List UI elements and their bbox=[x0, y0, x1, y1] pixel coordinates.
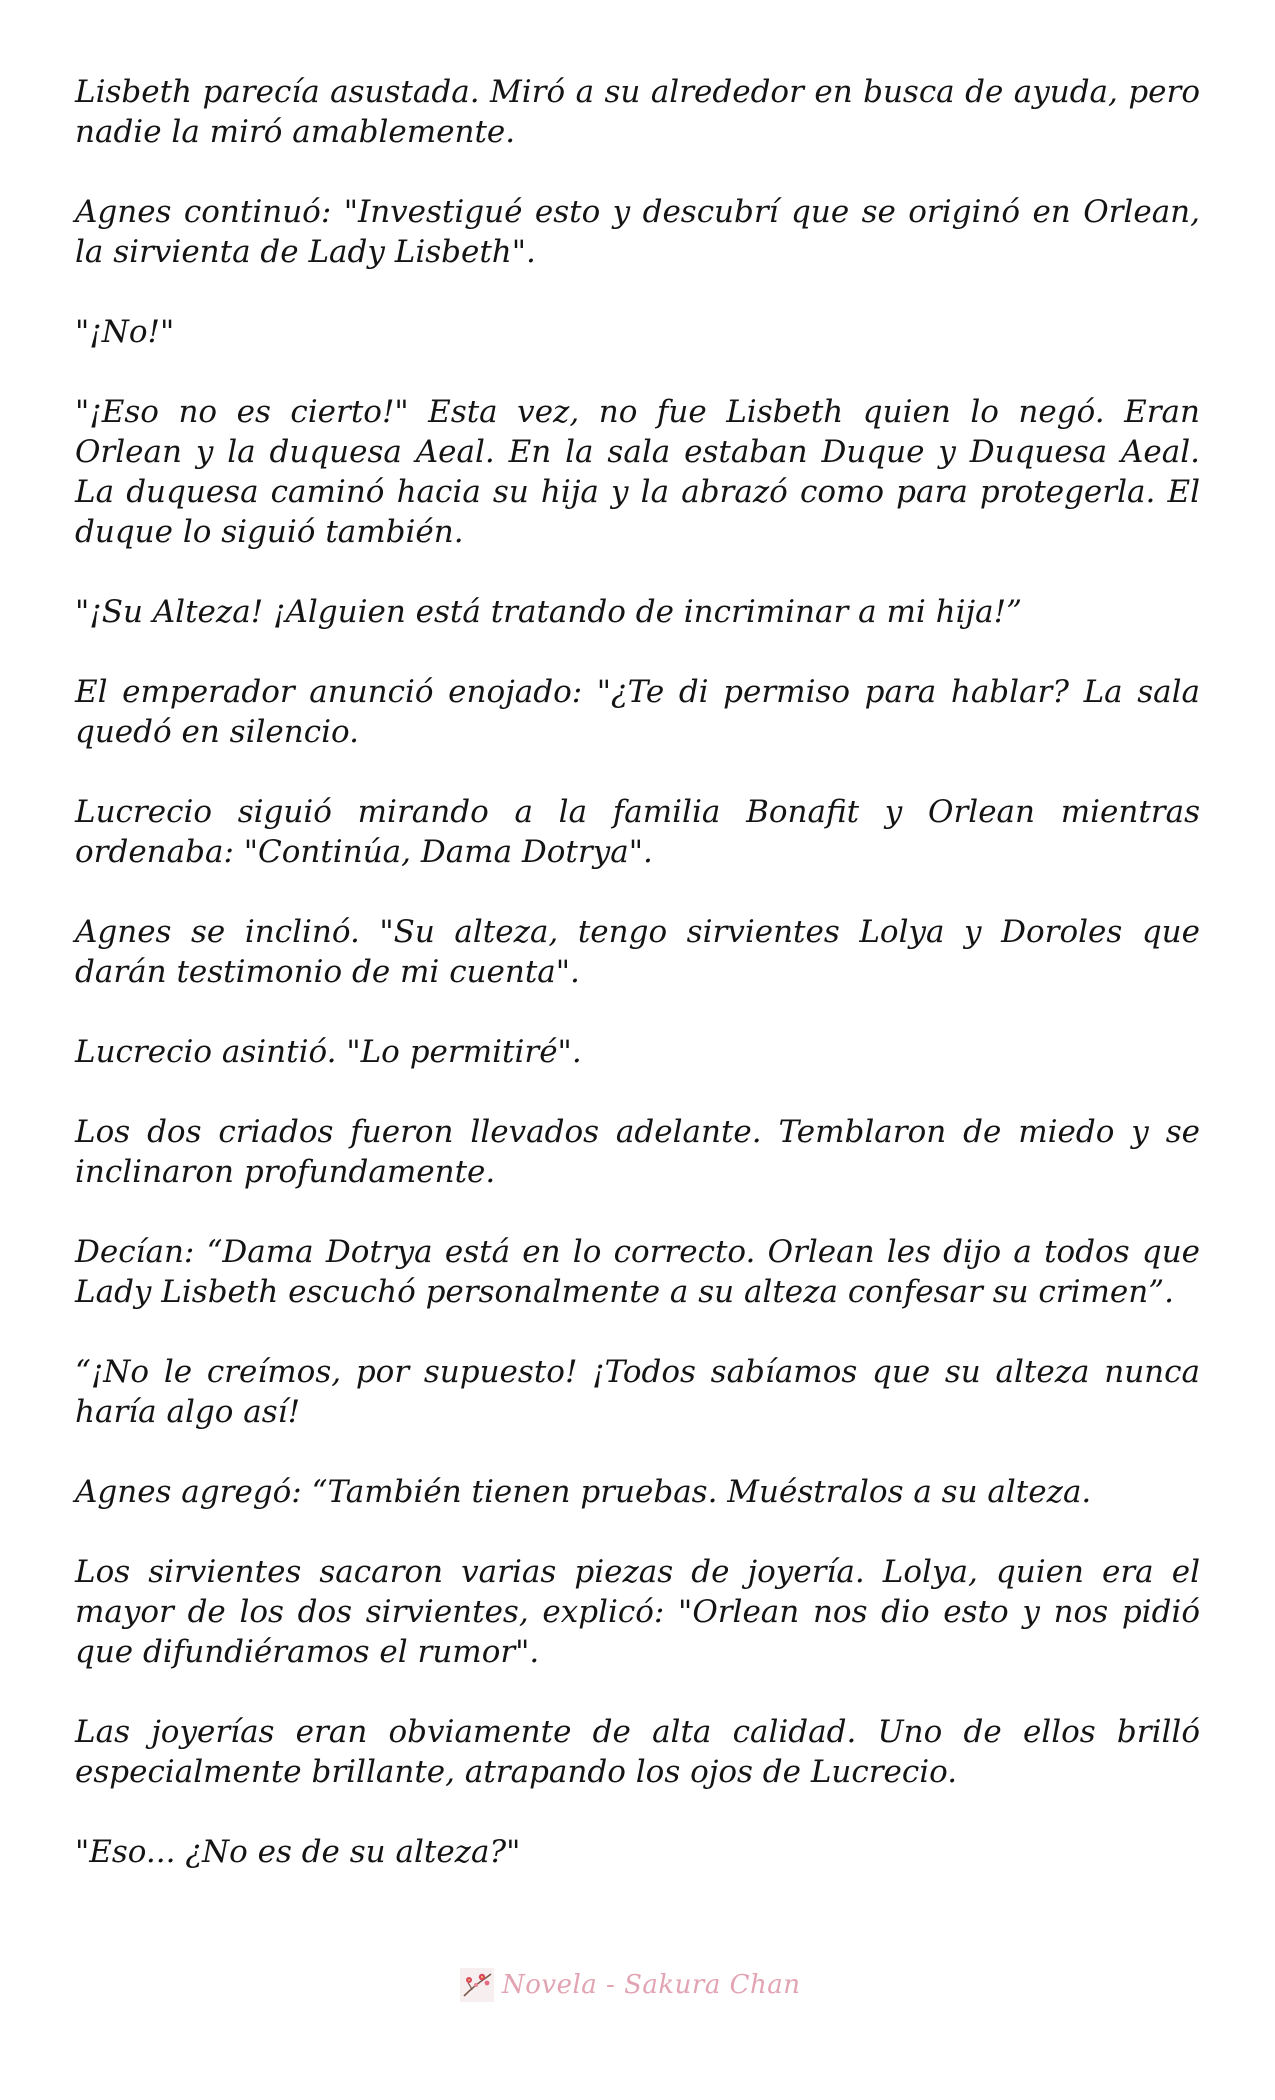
paragraph: Las joyerías eran obviamente de alta calidad. Uno de ellos brilló especialmente brillante, atrapando los ojos de Lucrecio. bbox=[75, 1714, 1200, 1790]
paragraph: Lucrecio siguió mirando a la familia Bonafit y Orlean mientras ordenaba: "Continúa, Dama Dotrya". bbox=[75, 794, 1200, 870]
paragraph: Decían: “Dama Dotrya está en lo correcto. Orlean les dijo a todos que Lady Lisbeth escuchó personalmente a su alteza confesar su crimen”. bbox=[75, 1234, 1200, 1310]
watermark-text: Novela - Sakura Chan bbox=[502, 1970, 801, 2000]
paragraph: Los sirvientes sacaron varias piezas de joyería. Lolya, quien era el mayor de los dos sirvientes, explicó: "Orlean nos dio esto y nos pidió que difundiéramos el rumor". bbox=[75, 1554, 1200, 1670]
paragraph: Agnes agregó: “También tienen pruebas. Muéstralos a su alteza. bbox=[75, 1474, 1092, 1510]
document-body bbox=[75, 72, 1200, 1912]
paragraph: “¡No le creímos, por supuesto! ¡Todos sabíamos que su alteza nunca haría algo así! bbox=[75, 1354, 1200, 1430]
paragraph: "¡Eso no es cierto!" Esta vez, no fue Lisbeth quien lo negó. Eran Orlean y la duquesa Aeal. En la sala estaban Duque y Duquesa Aeal. La duquesa caminó hacia su hija y la abrazó como para protegerla. El duque lo siguió también. bbox=[75, 394, 1200, 550]
paragraph: "¡No!" bbox=[75, 314, 175, 350]
paragraph: Lucrecio asintió. "Lo permitiré". bbox=[75, 1034, 582, 1070]
paragraph: El emperador anunció enojado: "¿Te di permiso para hablar? La sala quedó en silencio. bbox=[75, 674, 1200, 750]
cherry-blossom-icon bbox=[460, 1968, 494, 2002]
paragraph: Los dos criados fueron llevados adelante. Temblaron de miedo y se inclinaron profundamente. bbox=[75, 1114, 1200, 1190]
paragraph: Agnes se inclinó. "Su alteza, tengo sirvientes Lolya y Doroles que darán testimonio de mi cuenta". bbox=[75, 914, 1200, 990]
watermark bbox=[460, 1965, 801, 2005]
paragraph: "¡Su Alteza! ¡Alguien está tratando de incriminar a mi hija!” bbox=[75, 594, 1022, 630]
paragraph: Agnes continuó: "Investigué esto y descubrí que se originó en Orlean, la sirvienta de Lady Lisbeth". bbox=[75, 194, 1200, 270]
paragraph: "Eso... ¿No es de su alteza?" bbox=[75, 1834, 521, 1870]
paragraph: Lisbeth parecía asustada. Miró a su alrededor en busca de ayuda, pero nadie la miró amablemente. bbox=[75, 74, 1200, 150]
